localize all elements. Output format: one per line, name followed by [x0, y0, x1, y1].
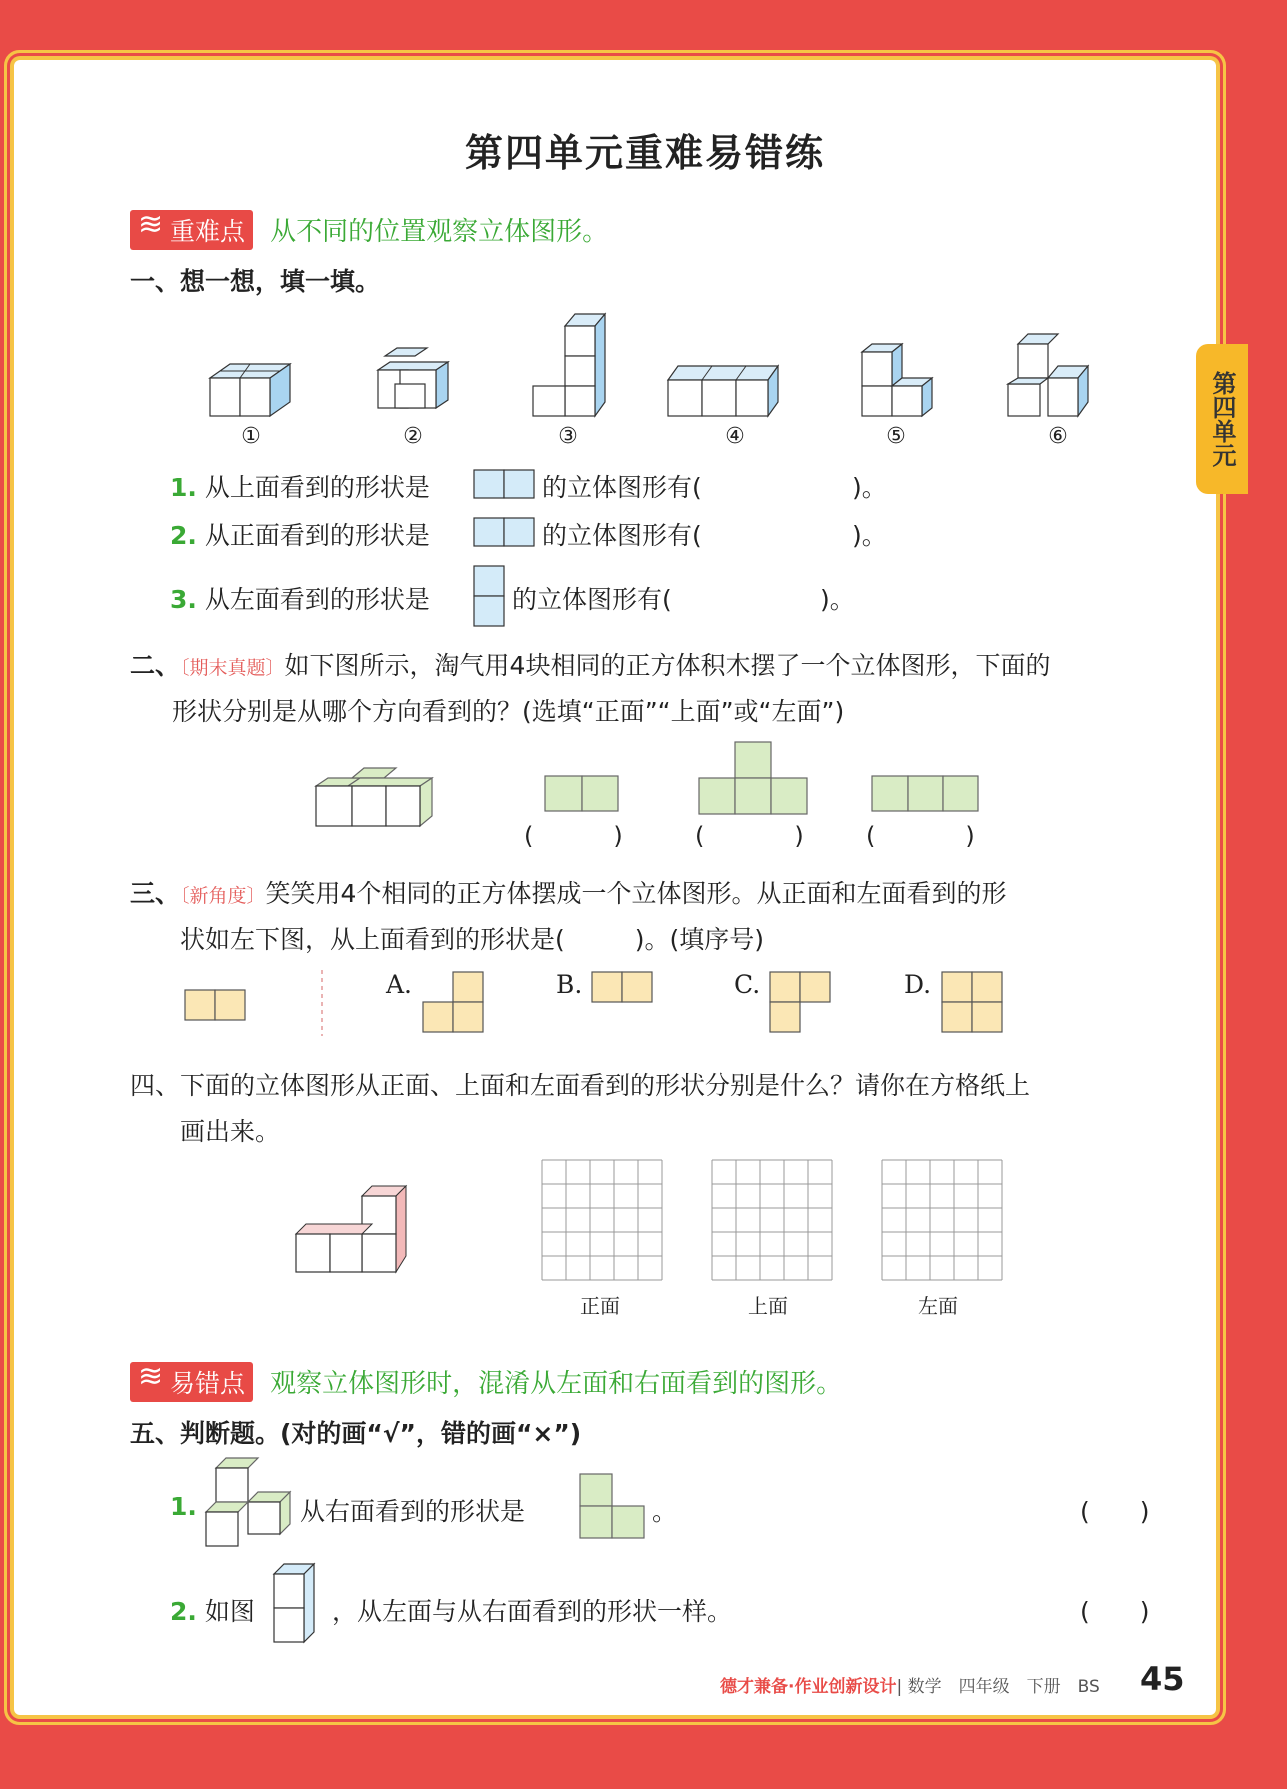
q1-item-1-post: 的立体图形有(	[542, 473, 702, 502]
cube-figure-2	[378, 348, 448, 408]
q5-solid-2	[274, 1564, 314, 1642]
cube-figure-5	[862, 344, 932, 416]
q1-heading: 一、想一想，填一填。	[130, 267, 381, 296]
q1-item-2-end: )。	[852, 521, 887, 550]
grid-label-left: 左面	[918, 1294, 958, 1318]
section-header-error	[130, 1362, 842, 1402]
q4-line2: 画出来。	[180, 1117, 281, 1146]
q2-view-a	[545, 776, 618, 811]
q4-solid	[296, 1186, 406, 1272]
unit-side-tab: 第四单元	[1196, 344, 1248, 494]
q2-figures	[0, 740, 1287, 840]
grid-label-front: 正面	[580, 1294, 620, 1318]
q2-solid	[316, 768, 432, 826]
fig-label: ④	[725, 424, 745, 449]
q5-item-1-text: 从右面看到的形状是	[300, 1497, 526, 1526]
q2-blank-2[interactable]: ( )	[695, 822, 804, 850]
option-b-label[interactable]: B.	[556, 970, 583, 999]
option-c-label[interactable]: C.	[734, 970, 761, 999]
view-shape-two-horizontal	[473, 468, 535, 502]
fig-label: ①	[241, 424, 261, 449]
q1-item-1: 1. 从上面看到的形状是	[170, 473, 430, 502]
option-b-shape	[592, 972, 652, 1002]
q5-item-2-post: ，从左面与从右面看到的形状一样。	[332, 1597, 733, 1626]
error-tag: ≋ 易错点	[130, 1362, 253, 1402]
grid-left	[882, 1160, 1002, 1280]
grid-label-top: 上面	[748, 1294, 788, 1318]
q4-figures	[0, 1160, 1287, 1300]
q5-item-1-post: 。	[652, 1497, 678, 1526]
cube-figure-3	[533, 314, 605, 416]
fig-label: ⑤	[886, 424, 906, 449]
q5-item-2-answer[interactable]: ( )	[1080, 1597, 1150, 1626]
q2-blank-3[interactable]: ( )	[866, 822, 975, 850]
fig-label: ③	[558, 424, 578, 449]
q1-item-3-end: )。	[820, 585, 855, 614]
error-desc: 观察立体图形时，混淆从左面和右面看到的图形。	[270, 1369, 843, 1399]
option-d-label[interactable]: D.	[904, 970, 932, 999]
q1-item-2-post: 的立体图形有(	[542, 521, 702, 550]
q5-solid-1	[206, 1458, 290, 1546]
option-d-shape	[942, 972, 1002, 1032]
q5-heading: 五、判断题。(对的画“√”，错的画“×”)	[130, 1419, 582, 1448]
grid-front	[542, 1160, 662, 1280]
q1-item-3-post: 的立体图形有(	[512, 585, 672, 614]
key-desc: 从不同的位置观察立体图形。	[270, 217, 609, 247]
option-a-shape	[423, 972, 483, 1032]
q2-blank-1[interactable]: ( )	[524, 822, 623, 850]
grid-top	[712, 1160, 832, 1280]
option-a-label[interactable]: A.	[386, 970, 413, 999]
fig-label: ⑥	[1048, 424, 1068, 449]
q3-line1: 三、〔新角度〕笑笑用4个相同的正方体摆成一个立体图形。从正面和左面看到的形	[130, 879, 1007, 908]
q2-line1: 二、〔期末真题〕如下图所示，淘气用4块相同的正方体积木摆了一个立体图形，下面的	[130, 651, 1051, 680]
q3-line2: 状如左下图，从上面看到的形状是( )。(填序号)	[180, 925, 765, 954]
footer-info: 德才兼备·作业创新设计| 数学 四年级 下册 BS	[720, 1677, 1100, 1697]
q1-item-1-end: )。	[852, 473, 887, 502]
q2-line2: 形状分别是从哪个方向看到的？(选填“正面”“上面”或“左面”)	[172, 697, 845, 726]
q2-view-c	[872, 776, 978, 811]
q1-cube-figures	[0, 0, 1287, 470]
q3-given-view	[185, 990, 245, 1020]
page-title: 第四单元重难易错练	[464, 131, 825, 175]
q5-view-1	[580, 1474, 644, 1538]
q1-item-3: 3. 从左面看到的形状是	[170, 585, 430, 614]
cube-figure-6	[1008, 334, 1088, 416]
view-shape-two-vertical	[473, 564, 505, 630]
fig-label: ②	[403, 424, 423, 449]
q4-line1: 四、下面的立体图形从正面、上面和左面看到的形状分别是什么？请你在方格纸上	[130, 1071, 1031, 1100]
q5-item-1-answer[interactable]: ( )	[1080, 1497, 1150, 1526]
page-number: 45	[1140, 1660, 1185, 1698]
q3-figures	[0, 960, 1287, 1060]
option-c-shape	[770, 972, 830, 1032]
view-shape-two-horizontal	[473, 516, 535, 550]
key-tag: ≋ 重难点	[130, 210, 253, 250]
q5-item-2: 2. 如图	[170, 1597, 255, 1626]
cube-figure-4	[668, 366, 778, 416]
cube-figure-1	[210, 364, 290, 416]
q5-item-1: 1.	[170, 1492, 197, 1521]
q1-item-2: 2. 从正面看到的形状是	[170, 521, 430, 550]
q2-view-b	[699, 742, 807, 814]
